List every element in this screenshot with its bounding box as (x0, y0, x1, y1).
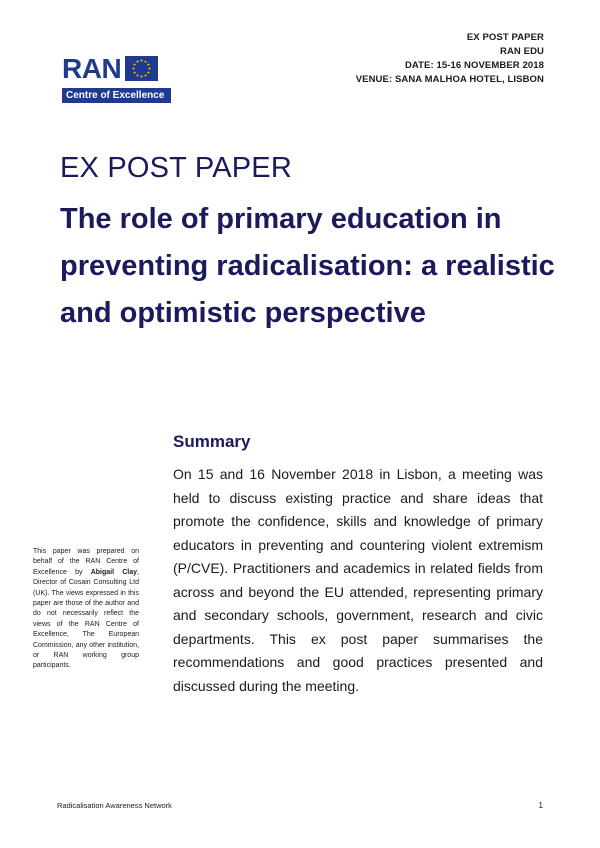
logo-subtitle: Centre of Excellence (62, 88, 171, 103)
author-note (33, 547, 139, 672)
flag-star (136, 60, 139, 63)
flag-star (132, 67, 135, 70)
ran-logo (62, 52, 172, 103)
document-title: The role of primary education in preventing radicalisation: a realistic and optimistic perspective (60, 203, 555, 329)
summary-heading: Summary (173, 432, 251, 451)
flag-star (140, 75, 143, 78)
flag-star (133, 71, 136, 74)
footer-network: Radicalisation Awareness Network (57, 801, 172, 810)
summary-body: On 15 and 16 November 2018 in Lisbon, a meeting was held to discuss existing practice and share ideas that promote the confidence, skills and knowledge of primary educators in preventing and countering violent extremism (P/CVE). Practitioners and academics in related fields from across and beyond the EU attended, representing primary and secondary schools, government, research and civic departments. This ex post paper summarises the recommendations and good practices presented and discussed during the meeting. (173, 466, 543, 694)
author-note-disclaimer: , Director of Cosain Consulting Ltd (UK). The views expressed in this paper are those of the author and do not necessarily reflect the views of the RAN Centre of Excellence, The European Commission, any other institution, or RAN working group participants. (33, 568, 139, 670)
eu-flag-icon (125, 56, 158, 81)
flag-star (144, 60, 147, 63)
flag-star (147, 71, 150, 74)
flag-star (147, 63, 150, 66)
header-date: DATE: 15-16 NOVEMBER 2018 (404, 60, 544, 71)
author-note-intro: This paper was prepared on behalf of the RAN Centre of Excellence by (33, 548, 139, 576)
header-meta (356, 31, 544, 87)
document-type: EX POST PAPER (60, 152, 292, 184)
flag-star (133, 63, 136, 66)
flag-star (140, 59, 143, 62)
flag-star (148, 67, 151, 70)
flag-star (144, 74, 147, 77)
header-doc-type: EX POST PAPER (466, 32, 544, 43)
logo-ran-text: RAN (62, 52, 122, 84)
header-group: RAN EDU (500, 46, 544, 57)
header-venue: VENUE: SANA MALHOA HOTEL, LISBON (355, 74, 544, 85)
author-name: Abigail Clay (90, 568, 138, 576)
flag-star (136, 74, 139, 77)
page-number: 1 (538, 801, 543, 810)
